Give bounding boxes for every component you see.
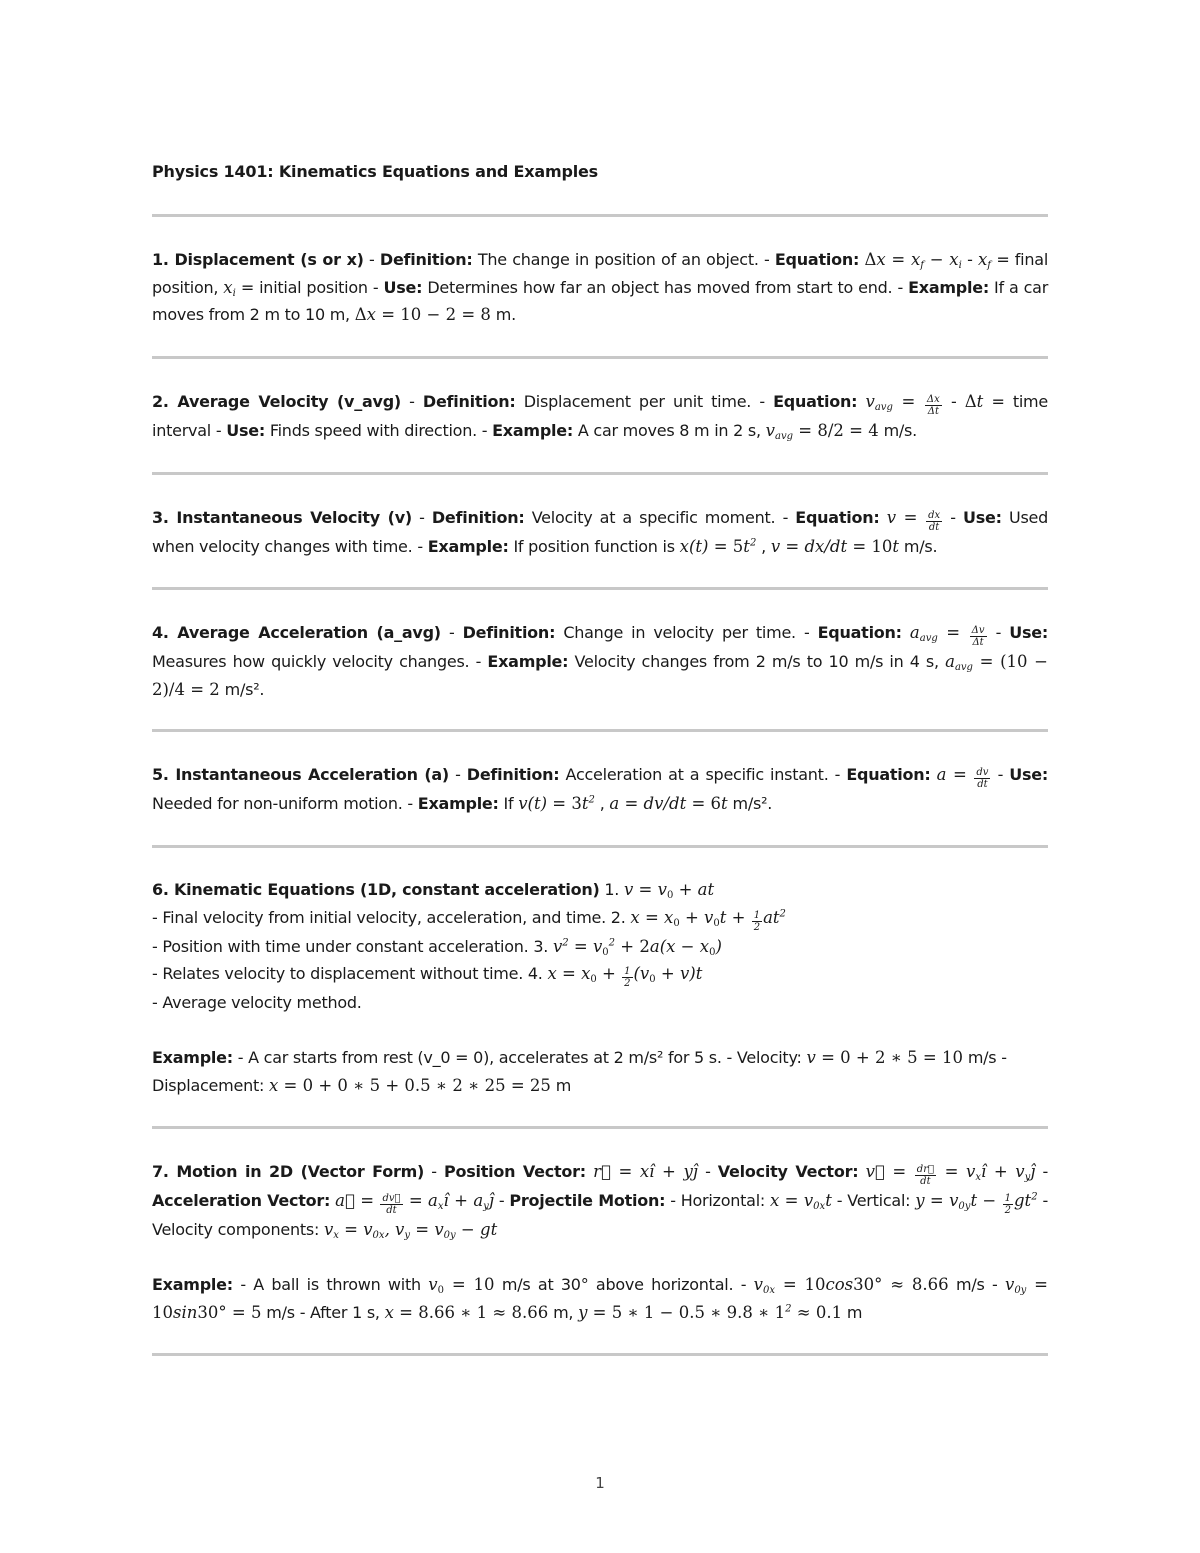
section-heading: 6. Kinematic Equations (1D, constant acceleration)	[152, 880, 600, 899]
equation: a = $\frac{dv}{dt}$	[936, 765, 989, 790]
section-heading: 1. Displacement (s or x)	[152, 250, 364, 269]
equation: $x = x_0 + v_0t$ + $\frac{1}{2}$ $at^2$	[630, 907, 786, 933]
section-instantaneous-acceleration: 5. Instantaneous Acceleration (a) - Definition: Acceleration at a specific instant. - Equation: a = $\frac{dv}{dt}$ - Use: Needed for non-uniform motion. - Example: If $v(t) = 3t^2$ , a = dv/dt = 6t m/s².	[152, 765, 1049, 813]
equation: v⃗ = $\frac{dr⃗}{dt}$ = $v_xî$ + $v_yĵ$	[865, 1162, 1036, 1187]
equation: r⃗ = xî + yĵ	[593, 1162, 698, 1181]
section-instantaneous-velocity: 3. Instantaneous Velocity (v) - Definition: Velocity at a specific moment. - Equation: v = $\frac{dx}{dt}$ - Use: Used when velocity changes with time. - Example: If position function is $x(t) = 5t^2$ , v = dx/dt = 10t m/s.	[152, 508, 1049, 556]
section-heading: 5. Instantaneous Acceleration (a)	[152, 765, 449, 784]
divider	[152, 729, 1048, 732]
equation: a⃗ = $\frac{dv⃗}{dt}$ = $a_xî$ + $a_yĵ$	[335, 1191, 494, 1216]
equation: $\Delta x = x_f - x_i$	[864, 250, 962, 271]
section-heading: 4. Average Acceleration (a_avg)	[152, 623, 441, 642]
section-heading: 7. Motion in 2D (Vector Form)	[152, 1162, 425, 1181]
section-heading: 3. Instantaneous Velocity (v)	[152, 508, 412, 527]
section-average-velocity: 2. Average Velocity (v_avg) - Definition: Displacement per unit time. - Equation: $v_{avg}$ = $\frac{\Delta x}{\Delta t}$ - Δt = time interval - Use: Finds speed with direction. - Example: A car moves 8 m in 2 s, $v_{avg} = 8/2 = 4$ m/s.	[152, 392, 1048, 442]
divider	[152, 214, 1048, 217]
document-title: Physics 1401: Kinematics Equations and Examples	[152, 162, 598, 181]
section-heading: 2. Average Velocity (v_avg)	[152, 392, 401, 411]
equation: $x = x_0$ + $\frac{1}{2}$ $(v_0 + v)t$	[547, 964, 703, 989]
divider	[152, 356, 1048, 359]
section-average-acceleration: 4. Average Acceleration (a_avg) - Definition: Change in velocity per time. - Equation: $a_{avg}$ = $\frac{\Delta v}{\Delta t}$ - Use: Measures how quickly velocity changes. - Example: Velocity changes from 2 m/s to 10 m/s in 4 s, $a_{avg} = (10 - 2)/4 = 2$ m/s².	[152, 623, 1048, 699]
page-number: 1	[595, 1474, 605, 1492]
section-displacement: 1. Displacement (s or x) - Definition: The change in position of an object. - Equation: $\Delta x = x_f - x_i - x_f$ = final position, $x_i$ = initial position - Use: Determines how far an object has moved from start to end. - Example: If a car moves from 2 m to 10 m, Δx = 10 − 2 = 8 m.	[152, 250, 1049, 324]
equation: $v_{avg}$ = $\frac{\Delta x}{\Delta t}$	[865, 392, 940, 417]
section-kinematic-equations: 6. Kinematic Equations (1D, constant acceleration) 1. $v = v_0$ + at - Final velocity from initial velocity, acceleration, and time. 2. $x = x_0 + v_0t$ + $\frac{1}{2}$ $at^2$ - Position with time under constant acceleration. 3. $v^2 = v_0^2 + 2a(x - x_0)$ - Relates velocity to displacement without time. 4. $x = x_0$ + $\frac{1}{2}$ $(v_0 + v)t$ - Average velocity method. Example: - A car starts from rest (v_0 = 0), accelerates at 2 m/s² for 5 s. - Velocity: v = 0 + 2 ∗ 5 = 10 m/s - Displacement: x = 0 + 0 ∗ 5 + 0.5 ∗ 2 ∗ 25 = 25 m	[152, 880, 1007, 1095]
equation: $a_{avg}$ = $\frac{\Delta v}{\Delta t}$	[909, 623, 985, 648]
divider	[152, 845, 1048, 848]
divider	[152, 472, 1048, 475]
section-motion-2d: 7. Motion in 2D (Vector Form) - Position Vector: r⃗ = xî + yĵ - Velocity Vector: v⃗ = $\frac{dr⃗}{dt}$ = $v_xî$ + $v_yĵ$ - Acceleration Vector: a⃗ = $\frac{dv⃗}{dt}$ = $a_xî$ + $a_yĵ$ - Projectile Motion: - Horizontal: $x = v_{0x}t$ - Vertical: $y = v_{0y}t$ − $\frac{1}{2}$ $gt^2$ - Velocity components: $v_x = v_{0x}$, $v_y = v_{0y}$ − gt Example: - A ball is thrown with $v_0 = 10$ m/s at 30° above horizontal. - $v_{0x} = 10\cos 30^\circ \approx 8.66$ $m/s - v_{0y} = 10\sin 30^\circ = 5$ m/s - After 1 s, x = 8.66 ∗ 1 ≈ 8.66 m, y = 5 ∗ 1 − 0.5 ∗ 9.8 ∗ $1^2 \approx 0.1$ m	[152, 1162, 1049, 1322]
document-page	[152, 0, 1048, 1553]
divider	[152, 1353, 1048, 1356]
equation: $v = v_0$ + at	[623, 880, 715, 901]
divider	[152, 1126, 1048, 1129]
equation: v = $\frac{dx}{dt}$	[886, 508, 941, 533]
divider	[152, 587, 1048, 590]
equation: $v^2 = v_0^2 + 2a(x - x_0)$	[552, 936, 722, 958]
